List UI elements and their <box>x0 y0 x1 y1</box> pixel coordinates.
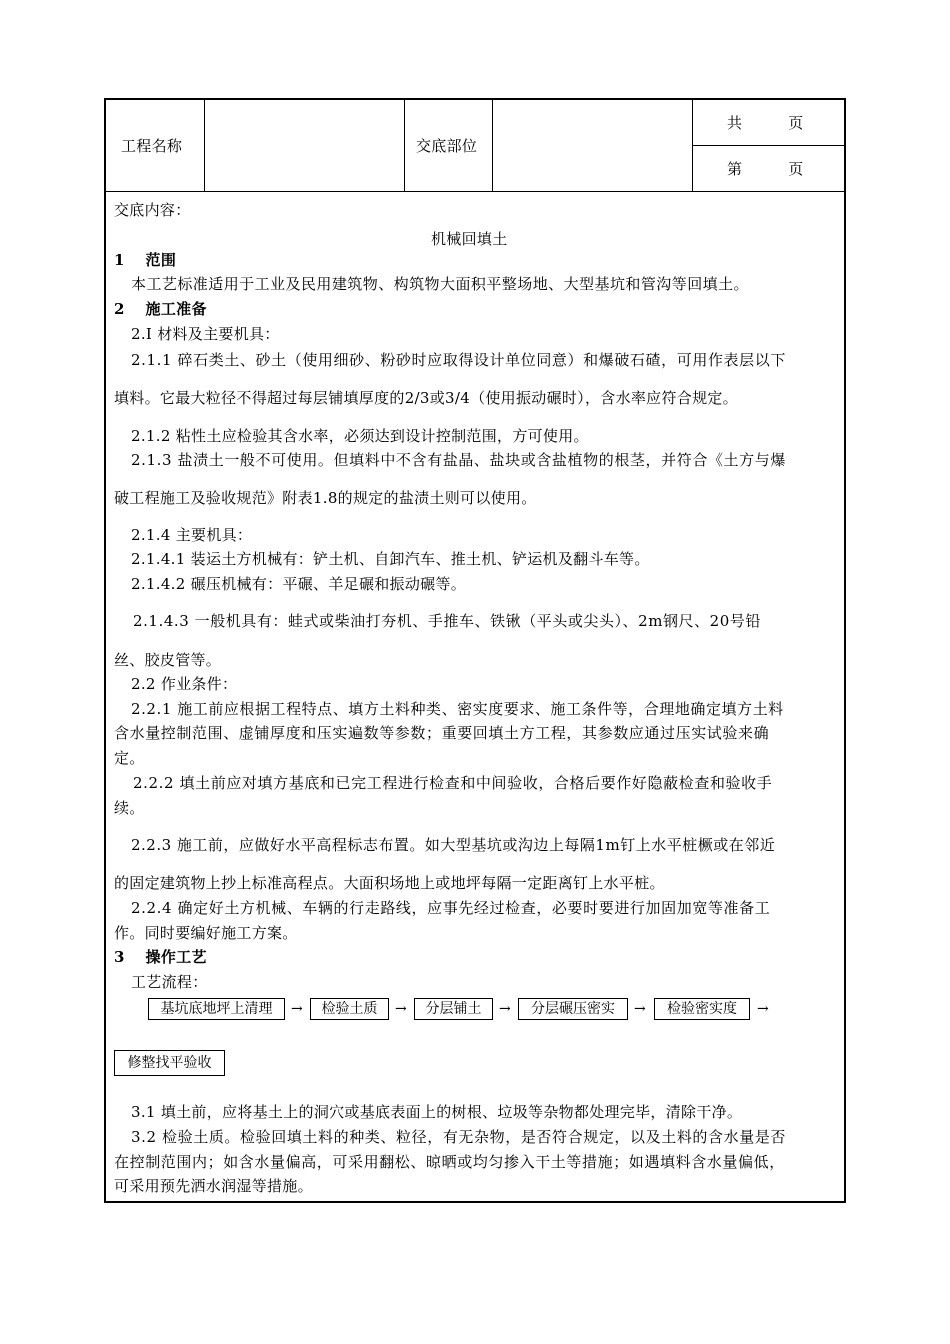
section-2-1-3-line2: 破工程施工及验收规范》附表1.8的规定的盐渍土则可以使用。 <box>114 489 537 507</box>
section-2-1-4-2: 2.1.4.2 碾压机械有：平碾、羊足碾和振动碾等。 <box>131 575 467 593</box>
section-2-1-2: 2.1.2 粘性土应检验其含水率，必须达到设计控制范围，方可使用。 <box>131 427 589 445</box>
section-3-heading: 3 操作工艺 <box>114 948 207 966</box>
page-number: 第 页 <box>727 160 804 178</box>
section-2-1: 2.Ⅰ 材料及主要机具： <box>131 325 280 343</box>
flow-step-level-accept: 修整找平验收 <box>114 1050 225 1076</box>
flow-step-clean-base: 基坑底地坪上清理 <box>148 998 285 1020</box>
section-2-2-4-line2: 作。同时要编好施工方案。 <box>114 924 298 942</box>
section-2-1-4-3-line2: 丝、胶皮管等。 <box>114 651 222 669</box>
total-pages: 共 页 <box>727 114 804 132</box>
section-2-2-1-line3: 定。 <box>114 749 145 767</box>
document-title: 机械回填土 <box>431 230 508 248</box>
project-name-label: 工程名称 <box>121 137 183 155</box>
section-2-1-1-line1: 2.1.1 碎石类土、砂土（使用细砂、粉砂时应取得设计单位同意）和爆破石碴，可用作表层以下 <box>131 351 786 369</box>
flow-arrow-5: → <box>757 1001 769 1017</box>
section-3-2-line2: 在控制范围内；如含水量偏高，可采用翻松、晾晒或均匀掺入干土等措施；如遇填料含水量偏低， <box>114 1153 785 1171</box>
section-2-2-3-line1: 2.2.3 施工前，应做好水平高程标志布置。如大型基坑或沟边上每隔1m钉上水平桩橛或在邻近 <box>131 836 776 854</box>
section-2-2-3-line2: 的固定建筑物上抄上标准高程点。大面积场地上或地坪每隔一定距离钉上水平桩。 <box>114 874 665 892</box>
section-2-2: 2.2 作业条件： <box>131 675 238 693</box>
header-col-divider-2 <box>404 99 405 191</box>
flow-arrow-2: → <box>395 1001 407 1017</box>
section-2-2-4-line1: 2.2.4 确定好土方机械、车辆的行走路线，应事先经过检查，必要时要进行加固加宽等准备工 <box>131 899 771 917</box>
flow-arrow-4: → <box>634 1001 646 1017</box>
flow-step-layer-spread: 分层铺土 <box>414 998 493 1020</box>
section-2-2-2-line2: 续。 <box>114 799 145 817</box>
section-2-heading: 2 施工准备 <box>114 300 207 318</box>
section-1-paragraph: 本工艺标准适用于工业及民用建筑物、构筑物大面积平整场地、大型基坑和管沟等回填土。 <box>131 275 750 293</box>
header-col-divider-3 <box>492 99 493 191</box>
header-col-divider-4 <box>692 99 693 191</box>
flow-arrow-3: → <box>499 1001 511 1017</box>
section-3-1: 3.1 填土前，应将基土上的洞穴或基底表面上的树根、垃圾等杂物都处理完毕，清除干净。 <box>131 1103 743 1121</box>
section-1-heading: 1 范围 <box>114 251 177 269</box>
section-3-2-line3: 可采用预先洒水润湿等措施。 <box>114 1177 313 1195</box>
flow-step-check-soil: 检验土质 <box>310 998 389 1020</box>
section-2-2-1-line1: 2.2.1 施工前应根据工程特点、填方土料种类、密实度要求、施工条件等，合理地确定填方土料 <box>131 700 784 718</box>
section-2-1-4-1: 2.1.4.1 装运土方机械有：铲土机、自卸汽车、推土机、铲运机及翻斗车等。 <box>131 550 650 568</box>
section-2-1-3-line1: 2.1.3 盐渍土一般不可使用。但填料中不含有盐晶、盐块或含盐植物的根茎，并符合《土方与爆 <box>131 451 786 469</box>
header-col-divider-1 <box>204 99 205 191</box>
page-cell-divider <box>692 145 845 146</box>
flow-step-layer-compact: 分层碾压密实 <box>518 998 628 1020</box>
section-2-2-2-line1: 2.2.2 填土前应对填方基底和已完工程进行检查和中间验收，合格后要作好隐蔽检查和验收手 <box>133 774 773 792</box>
content-label: 交底内容： <box>114 201 191 219</box>
section-2-1-4: 2.1.4 主要机具： <box>131 526 253 544</box>
flow-arrow-1: → <box>291 1001 303 1017</box>
section-2-1-1-line2: 填料。它最大粒径不得超过每层铺填厚度的2/3或3/4（使用振动碾时），含水率应符合规定。 <box>114 389 738 407</box>
section-2-1-4-3-line1: 2.1.4.3 一般机具有：蛙式或柴油打夯机、手推车、铁锹（平头或尖头）、2m钢尺、20号铅 <box>133 612 761 630</box>
handover-part-label: 交底部位 <box>416 137 478 155</box>
section-2-2-1-line2: 含水量控制范围、虚铺厚度和压实遍数等参数；重要回填土方工程，其参数应通过压实试验来确 <box>114 724 770 742</box>
section-3-2-line1: 3.2 检验土质。检验回填土料的种类、粒径，有无杂物，是否符合规定，以及土料的含水量是否 <box>131 1128 787 1146</box>
flow-step-check-density: 检验密实度 <box>654 998 750 1020</box>
flow-label: 工艺流程： <box>131 973 208 991</box>
header-bottom-divider <box>105 191 845 192</box>
